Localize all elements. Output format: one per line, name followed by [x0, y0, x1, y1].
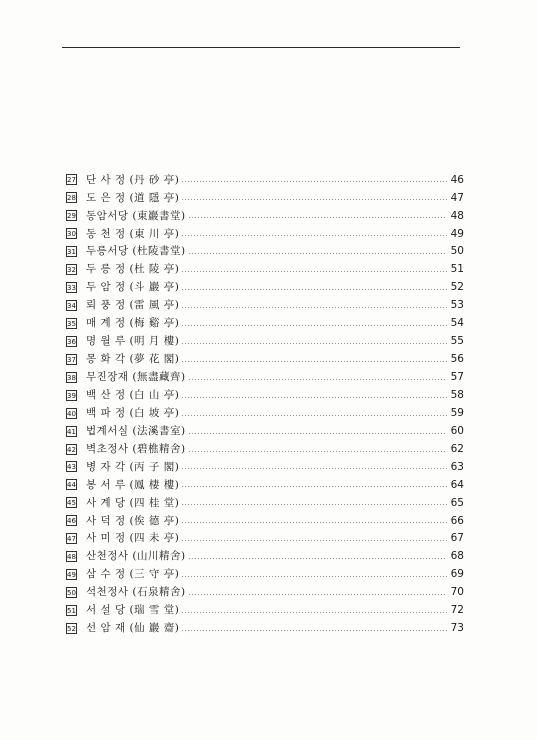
entry-title: 벽초정사 (碧樵精舍) — [86, 442, 186, 455]
entry-number-badge: 27 — [67, 176, 76, 185]
toc-entry — [66, 422, 464, 440]
toc-entry — [66, 189, 464, 207]
entry-number-badge: 38 — [67, 373, 76, 382]
entry-title: 병 자 각 (丙 子 閣) — [86, 460, 180, 473]
entry-page-number: 63 — [450, 460, 464, 473]
dot-leader — [181, 415, 447, 416]
dot-leader — [181, 504, 447, 505]
entry-page-number: 67 — [450, 532, 464, 545]
entry-title: 무진장재 (無盡藏齊) — [86, 371, 186, 384]
entry-number-badge: 37 — [67, 355, 76, 364]
entry-title: 명 월 루 (明 月 樓) — [86, 335, 180, 348]
toc-entry — [66, 171, 464, 189]
entry-page-number: 49 — [450, 227, 464, 240]
dot-leader — [181, 630, 447, 631]
entry-number-badge: 39 — [67, 391, 76, 400]
entry-page-number: 57 — [450, 371, 464, 384]
dot-leader — [181, 325, 447, 326]
toc-entry — [66, 332, 464, 350]
dot-leader — [181, 522, 447, 523]
entry-page-number: 51 — [450, 263, 464, 276]
entry-number-badge: 50 — [67, 589, 76, 598]
toc-entry — [66, 619, 464, 637]
entry-title: 두 릉 정 (杜 陵 亭) — [86, 263, 180, 276]
entry-page-number: 70 — [450, 586, 464, 599]
entry-title: 봉 서 루 (鳳 棲 樓) — [86, 478, 180, 491]
entry-number-badge: 40 — [67, 409, 76, 418]
dot-leader — [181, 612, 447, 613]
dot-leader — [181, 235, 447, 236]
table-of-contents — [66, 171, 464, 637]
dot-leader — [188, 253, 447, 254]
entry-title: 단 사 정 (丹 砂 亭) — [86, 173, 180, 186]
dot-leader — [181, 361, 447, 362]
entry-title: 서 설 당 (瑞 雪 堂) — [86, 604, 180, 617]
entry-page-number: 55 — [450, 335, 464, 348]
toc-entry — [66, 476, 464, 494]
dot-leader — [181, 199, 447, 200]
entry-page-number: 64 — [450, 478, 464, 491]
entry-title: 도 은 정 (道 隱 亭) — [86, 191, 180, 204]
entry-title: 선 암 재 (仙 巖 齋) — [86, 622, 180, 635]
toc-entry — [66, 368, 464, 386]
entry-page-number: 72 — [450, 604, 464, 617]
entry-page-number: 65 — [450, 496, 464, 509]
toc-entry — [66, 279, 464, 297]
entry-title: 매 계 정 (梅 谿 亭) — [86, 317, 180, 330]
toc-entry — [66, 404, 464, 422]
dot-leader — [181, 540, 447, 541]
toc-entry — [66, 261, 464, 279]
dot-leader — [181, 486, 447, 487]
dot-leader — [188, 433, 447, 434]
entry-number-badge: 36 — [67, 337, 76, 346]
entry-number-badge: 43 — [67, 463, 76, 472]
entry-title: 두릉서당 (杜陵書堂) — [86, 245, 186, 258]
entry-title: 뢰 풍 정 (雷 風 亭) — [86, 299, 180, 312]
toc-entry — [66, 548, 464, 566]
dot-leader — [181, 289, 447, 290]
dot-leader — [181, 181, 447, 182]
entry-page-number: 73 — [450, 622, 464, 635]
entry-page-number: 59 — [450, 406, 464, 419]
entry-title: 사 덕 정 (俟 德 亭) — [86, 514, 180, 527]
entry-page-number: 68 — [450, 550, 464, 563]
entry-page-number: 54 — [450, 317, 464, 330]
toc-entry — [66, 386, 464, 404]
toc-entry — [66, 225, 464, 243]
entry-page-number: 53 — [450, 299, 464, 312]
dot-leader — [181, 271, 447, 272]
dot-leader — [181, 576, 447, 577]
toc-entry — [66, 584, 464, 602]
toc-entry — [66, 297, 464, 315]
entry-page-number: 62 — [450, 442, 464, 455]
entry-title: 동 천 정 (東 川 亭) — [86, 227, 180, 240]
entry-page-number: 52 — [450, 281, 464, 294]
entry-title: 백 파 정 (白 坡 亭) — [86, 406, 180, 419]
dot-leader — [181, 397, 447, 398]
dot-leader — [181, 343, 447, 344]
entry-page-number: 46 — [450, 173, 464, 186]
entry-page-number: 56 — [450, 353, 464, 366]
dot-leader — [188, 558, 447, 559]
header-rule — [62, 47, 460, 48]
dot-leader — [181, 307, 447, 308]
entry-number-badge: 31 — [67, 248, 76, 257]
dot-leader — [188, 217, 447, 218]
entry-number-badge: 35 — [67, 319, 76, 328]
entry-number-badge: 29 — [67, 212, 76, 221]
entry-page-number: 48 — [450, 209, 464, 222]
toc-entry — [66, 458, 464, 476]
entry-page-number: 47 — [450, 191, 464, 204]
entry-page-number: 58 — [450, 388, 464, 401]
entry-number-badge: 42 — [67, 445, 76, 454]
toc-entry — [66, 315, 464, 333]
entry-page-number: 69 — [450, 568, 464, 581]
entry-title: 두 암 정 (斗 巖 亭) — [86, 281, 180, 294]
toc-entry — [66, 566, 464, 584]
toc-entry — [66, 602, 464, 620]
toc-entry — [66, 494, 464, 512]
entry-number-badge: 46 — [67, 517, 76, 526]
dot-leader — [188, 594, 447, 595]
entry-title: 삼 수 정 (三 守 亭) — [86, 568, 180, 581]
entry-number-badge: 32 — [67, 266, 76, 275]
entry-number-badge: 41 — [67, 427, 76, 436]
entry-number-badge: 33 — [67, 284, 76, 293]
dot-leader — [188, 451, 447, 452]
entry-title: 백 산 정 (白 山 亭) — [86, 388, 180, 401]
entry-page-number: 50 — [450, 245, 464, 258]
dot-leader — [181, 468, 447, 469]
entry-number-badge: 28 — [67, 194, 76, 203]
toc-entry — [66, 512, 464, 530]
entry-number-badge: 52 — [67, 624, 76, 633]
entry-title: 석천정사 (石泉精舍) — [86, 586, 186, 599]
entry-number-badge: 34 — [67, 302, 76, 311]
entry-title: 사 미 정 (四 未 亭) — [86, 532, 180, 545]
toc-entry — [66, 530, 464, 548]
toc-entry — [66, 243, 464, 261]
dot-leader — [188, 379, 447, 380]
entry-number-badge: 30 — [67, 230, 76, 239]
entry-title: 산천정사 (山川精舍) — [86, 550, 186, 563]
entry-number-badge: 48 — [67, 553, 76, 562]
entry-number-badge: 51 — [67, 606, 76, 615]
toc-entry — [66, 207, 464, 225]
entry-title: 몽 화 각 (夢 花 閣) — [86, 353, 180, 366]
entry-number-badge: 44 — [67, 481, 76, 490]
toc-entry — [66, 350, 464, 368]
entry-title: 사 계 당 (四 桂 堂) — [86, 496, 180, 509]
entry-page-number: 66 — [450, 514, 464, 527]
entry-title: 동암서당 (東巖書堂) — [86, 209, 186, 222]
entry-number-badge: 45 — [67, 499, 76, 508]
entry-number-badge: 49 — [67, 571, 76, 580]
entry-title: 법계서실 (法溪書室) — [86, 424, 186, 437]
entry-number-badge: 47 — [67, 535, 76, 544]
toc-entry — [66, 440, 464, 458]
entry-page-number: 60 — [450, 424, 464, 437]
